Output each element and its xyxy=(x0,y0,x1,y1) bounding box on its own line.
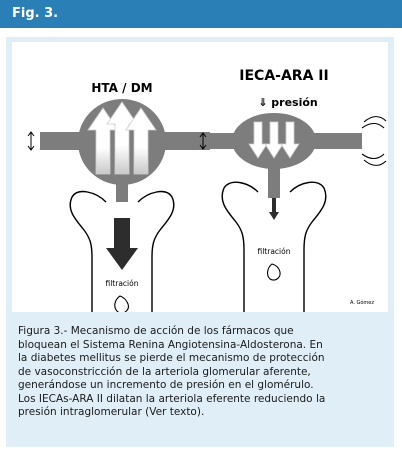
left-filtrate-drop xyxy=(115,296,129,312)
right-pressure-down-arrows xyxy=(249,122,299,158)
left-glomerulus-stalk xyxy=(116,182,128,202)
right-pressure-label: ⇓ presión xyxy=(258,96,318,109)
left-glomerulus-diagram xyxy=(28,81,210,312)
caption-line: de vasoconstricción de la arteriola glomerular aferente, xyxy=(18,365,311,378)
right-filtration-label: filtración xyxy=(257,247,291,256)
left-diameter-marker xyxy=(28,132,34,150)
caption-line: Figura 3.- Mecanismo de acción de los fármacos que xyxy=(18,325,294,337)
right-filtration-arrow xyxy=(269,198,279,220)
figure-caption xyxy=(18,325,388,420)
right-dilation-curves xyxy=(362,117,386,166)
right-panel-title: IECA-ARA II xyxy=(239,68,329,84)
figure-header xyxy=(0,0,402,28)
artist-signature: A. Gómez xyxy=(349,300,375,306)
right-filtrate-drop xyxy=(268,264,281,280)
right-glomerulus-diagram xyxy=(200,68,386,312)
diagram-svg xyxy=(12,42,388,312)
left-filtration-label: filtración xyxy=(105,279,139,288)
caption-line: Los IECAs-ARA II dilatan la arteriola eferente reduciendo la xyxy=(18,392,326,405)
caption-line: bloquean el Sistema Renina Angiotensina-Aldosterona. En xyxy=(18,338,323,351)
caption-line: generándose un incremento de presión en el glomérulo. xyxy=(18,379,314,391)
left-filtration-arrow xyxy=(106,218,138,270)
caption-line: presión intraglomerular (Ver texto). xyxy=(18,406,205,418)
diagram-area xyxy=(12,42,388,312)
right-glomerulus-stalk xyxy=(268,168,280,198)
left-panel-title: HTA / DM xyxy=(91,81,153,95)
figure-label: Fig. 3. xyxy=(12,6,59,21)
caption-line: la diabetes mellitus se pierde el mecanismo de protección xyxy=(18,352,325,364)
